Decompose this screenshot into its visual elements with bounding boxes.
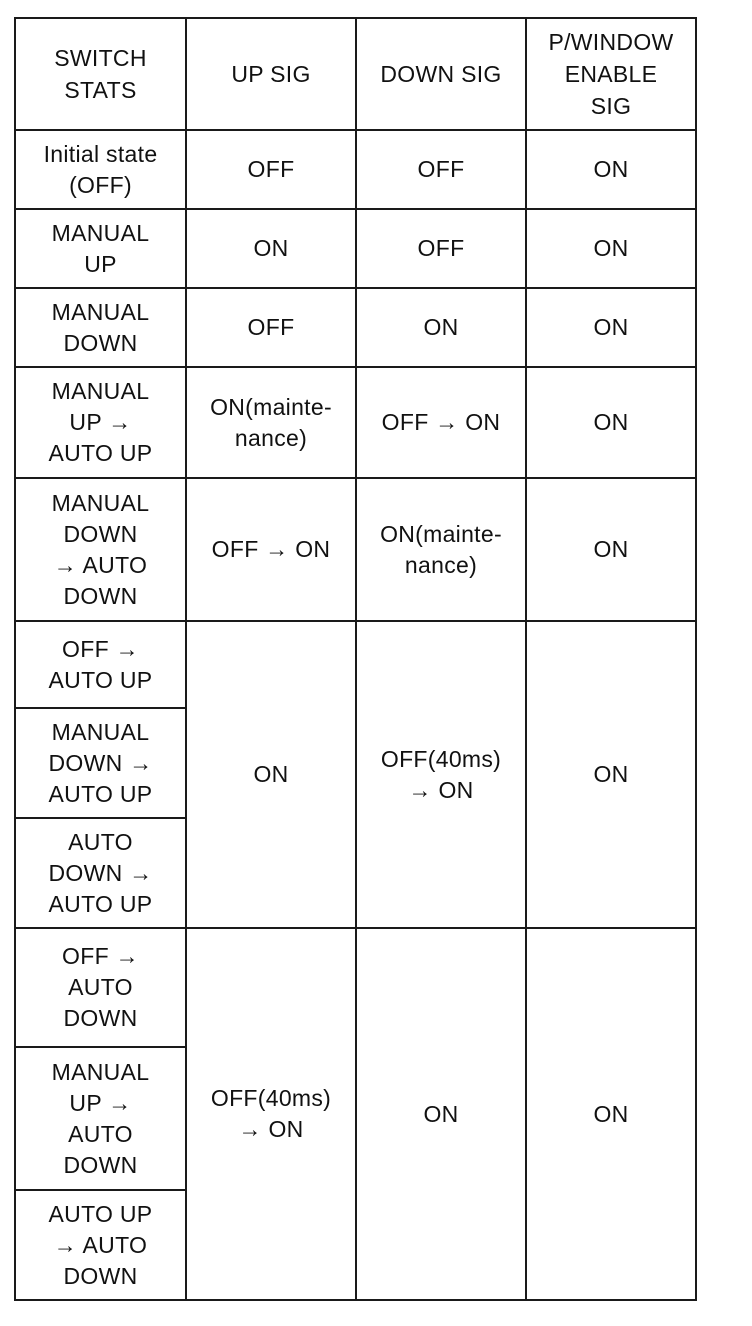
- enable-sig-cell: ON: [526, 621, 696, 928]
- header-row: [15, 18, 696, 130]
- down-sig-cell: OFF: [356, 130, 526, 209]
- down-sig-cell: OFF → ON: [356, 367, 526, 478]
- table-row: [15, 621, 696, 708]
- table-row: [15, 478, 696, 621]
- up-sig-cell: ON(mainte- nance): [186, 367, 356, 478]
- up-sig-cell: OFF → ON: [186, 478, 356, 621]
- header-enable-sig: P/WINDOW ENABLE SIG: [526, 18, 696, 130]
- switch-state-cell: MANUAL UP → AUTO UP: [15, 367, 186, 478]
- up-sig-cell: OFF(40ms) → ON: [186, 928, 356, 1300]
- enable-sig-cell: ON: [526, 478, 696, 621]
- switch-state-cell: OFF → AUTO DOWN: [15, 928, 186, 1047]
- enable-sig-cell: ON: [526, 928, 696, 1300]
- header-up-sig: UP SIG: [186, 18, 356, 130]
- down-sig-cell: ON(mainte- nance): [356, 478, 526, 621]
- switch-state-table: [14, 17, 697, 1301]
- table-row: [15, 288, 696, 367]
- enable-sig-cell: ON: [526, 288, 696, 367]
- switch-state-cell: AUTO DOWN → AUTO UP: [15, 818, 186, 928]
- down-sig-cell: OFF: [356, 209, 526, 288]
- enable-sig-cell: ON: [526, 130, 696, 209]
- header-down-sig: DOWN SIG: [356, 18, 526, 130]
- enable-sig-cell: ON: [526, 367, 696, 478]
- switch-state-cell: MANUAL UP → AUTO DOWN: [15, 1047, 186, 1190]
- switch-state-cell: MANUAL DOWN → AUTO DOWN: [15, 478, 186, 621]
- table-row: [15, 209, 696, 288]
- down-sig-cell: ON: [356, 928, 526, 1300]
- switch-state-cell: MANUAL DOWN: [15, 288, 186, 367]
- switch-state-cell: MANUAL DOWN → AUTO UP: [15, 708, 186, 818]
- down-sig-cell: OFF(40ms) → ON: [356, 621, 526, 928]
- up-sig-cell: ON: [186, 621, 356, 928]
- table-row: [15, 367, 696, 478]
- up-sig-cell: OFF: [186, 288, 356, 367]
- up-sig-cell: OFF: [186, 130, 356, 209]
- switch-state-cell: Initial state (OFF): [15, 130, 186, 209]
- table-row: [15, 130, 696, 209]
- down-sig-cell: ON: [356, 288, 526, 367]
- header-switch-stats: SWITCH STATS: [15, 18, 186, 130]
- switch-state-cell: MANUAL UP: [15, 209, 186, 288]
- up-sig-cell: ON: [186, 209, 356, 288]
- switch-state-cell: OFF → AUTO UP: [15, 621, 186, 708]
- enable-sig-cell: ON: [526, 209, 696, 288]
- switch-state-cell: AUTO UP → AUTO DOWN: [15, 1190, 186, 1300]
- table-row: [15, 928, 696, 1047]
